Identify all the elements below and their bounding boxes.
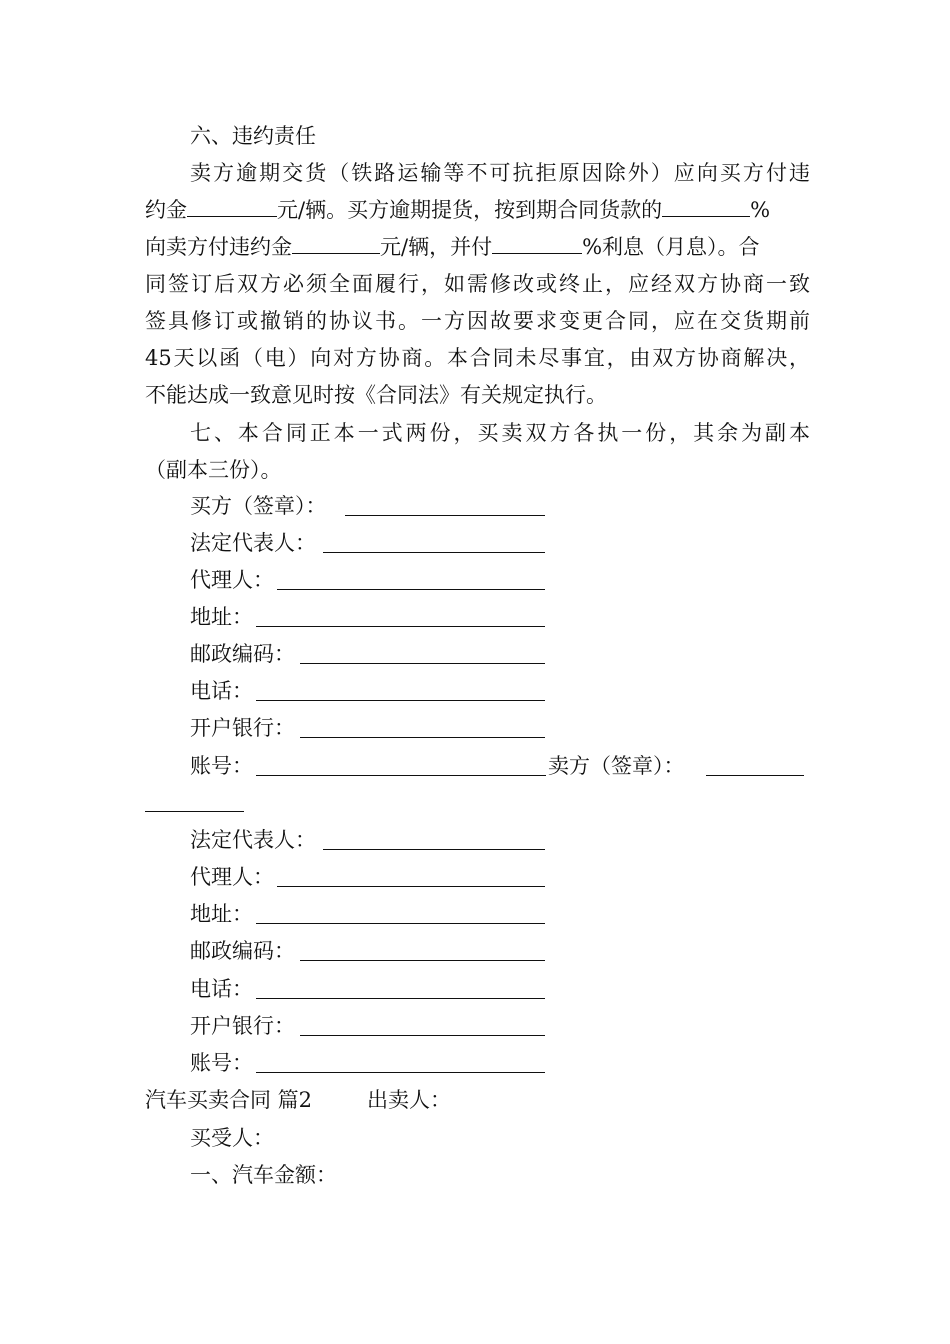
field-label: 地址： bbox=[190, 605, 253, 629]
field-label: 法定代表人： bbox=[190, 828, 316, 852]
field-label: 账号： bbox=[190, 1051, 253, 1075]
fill-line bbox=[277, 589, 545, 590]
section6-heading: 六、违约责任 bbox=[190, 124, 316, 148]
fill-line bbox=[323, 552, 545, 553]
buyer-agent-field[interactable] bbox=[190, 562, 274, 599]
seller-account-field[interactable] bbox=[190, 1045, 253, 1082]
seller-address-field[interactable] bbox=[190, 896, 253, 933]
buyer-rep-field[interactable] bbox=[190, 525, 316, 562]
buyer-sign-field[interactable] bbox=[190, 488, 327, 525]
section6-line4: 同签订后双方必须全面履行，如需修改或终止，应经双方协商一致 bbox=[145, 272, 810, 296]
fill-line bbox=[256, 1072, 545, 1073]
seller-bank-field[interactable] bbox=[190, 1008, 295, 1045]
text-fragment: % bbox=[750, 198, 771, 222]
section7-line1: 七、本合同正本一式两份，买卖双方各执一份，其余为副本 bbox=[190, 421, 810, 445]
section6-line6: 45天以函（电）向对方协商。本合同未尽事宜，由双方协商解决， bbox=[145, 346, 810, 370]
fill-line bbox=[256, 700, 545, 701]
seller-sign-field[interactable] bbox=[548, 748, 685, 785]
field-label: 买方（签章）： bbox=[190, 494, 327, 518]
text-fragment: 元/辆，并付 bbox=[380, 235, 493, 259]
section6-line5: 签具修订或撤销的协议书。一方因故要求变更合同，应在交货期前 bbox=[145, 309, 810, 333]
blank-penalty-buyer bbox=[292, 231, 380, 254]
section6-line2 bbox=[145, 192, 810, 229]
buyer-account-field[interactable] bbox=[190, 748, 253, 785]
fill-line bbox=[277, 886, 545, 887]
buyer-phone-field[interactable] bbox=[190, 673, 253, 710]
field-label: 电话： bbox=[190, 679, 253, 703]
section6-line3 bbox=[145, 229, 810, 266]
fill-line bbox=[256, 775, 546, 776]
seller-postcode-field[interactable] bbox=[190, 933, 295, 970]
fill-line bbox=[256, 998, 545, 999]
seller-phone-field[interactable] bbox=[190, 971, 253, 1008]
text-fragment: %利息（月息）。合 bbox=[582, 235, 760, 259]
section6-line7: 不能达成一致意见时按《合同法》有关规定执行。 bbox=[145, 383, 607, 407]
field-label: 代理人： bbox=[190, 865, 274, 889]
field-label: 开户银行： bbox=[190, 716, 295, 740]
seller-agent-field[interactable] bbox=[190, 859, 274, 896]
seller-rep-field[interactable] bbox=[190, 822, 316, 859]
blank-percent bbox=[662, 194, 750, 217]
fill-line bbox=[300, 960, 545, 961]
field-label: 代理人： bbox=[190, 568, 274, 592]
part2-buyer-label: 买受人： bbox=[190, 1126, 274, 1150]
field-label: 地址： bbox=[190, 902, 253, 926]
part2-item1: 一、汽车金额： bbox=[190, 1163, 337, 1187]
part2-title: 汽车买卖合同 篇2 bbox=[145, 1088, 313, 1112]
fill-line bbox=[300, 737, 545, 738]
field-label: 开户银行： bbox=[190, 1014, 295, 1038]
fill-line bbox=[323, 849, 545, 850]
section7-line2: （副本三份）。 bbox=[145, 458, 282, 482]
field-label: 邮政编码： bbox=[190, 642, 295, 666]
field-label: 电话： bbox=[190, 977, 253, 1001]
text-fragment: 向卖方付违约金 bbox=[145, 235, 292, 259]
blank-penalty-seller bbox=[187, 194, 277, 217]
blank-interest bbox=[492, 231, 582, 254]
buyer-address-field[interactable] bbox=[190, 599, 253, 636]
fill-line bbox=[706, 775, 804, 776]
field-label: 法定代表人： bbox=[190, 531, 316, 555]
field-label: 卖方（签章）： bbox=[548, 754, 685, 778]
buyer-postcode-field[interactable] bbox=[190, 636, 295, 673]
seller-sign-line-continued bbox=[145, 811, 244, 812]
text-fragment: 约金 bbox=[145, 198, 187, 222]
buyer-bank-field[interactable] bbox=[190, 710, 295, 747]
field-label: 账号： bbox=[190, 754, 253, 778]
section6-line1: 卖方逾期交货（铁路运输等不可抗拒原因除外）应向买方付违 bbox=[190, 161, 810, 185]
field-label: 邮政编码： bbox=[190, 939, 295, 963]
fill-line bbox=[256, 923, 545, 924]
part2-seller-label: 出卖人： bbox=[367, 1088, 451, 1112]
fill-line bbox=[256, 626, 545, 627]
fill-line bbox=[300, 663, 545, 664]
fill-line bbox=[300, 1035, 545, 1036]
fill-line bbox=[345, 515, 545, 516]
text-fragment: 元/辆。买方逾期提货，按到期合同货款的 bbox=[277, 198, 663, 222]
